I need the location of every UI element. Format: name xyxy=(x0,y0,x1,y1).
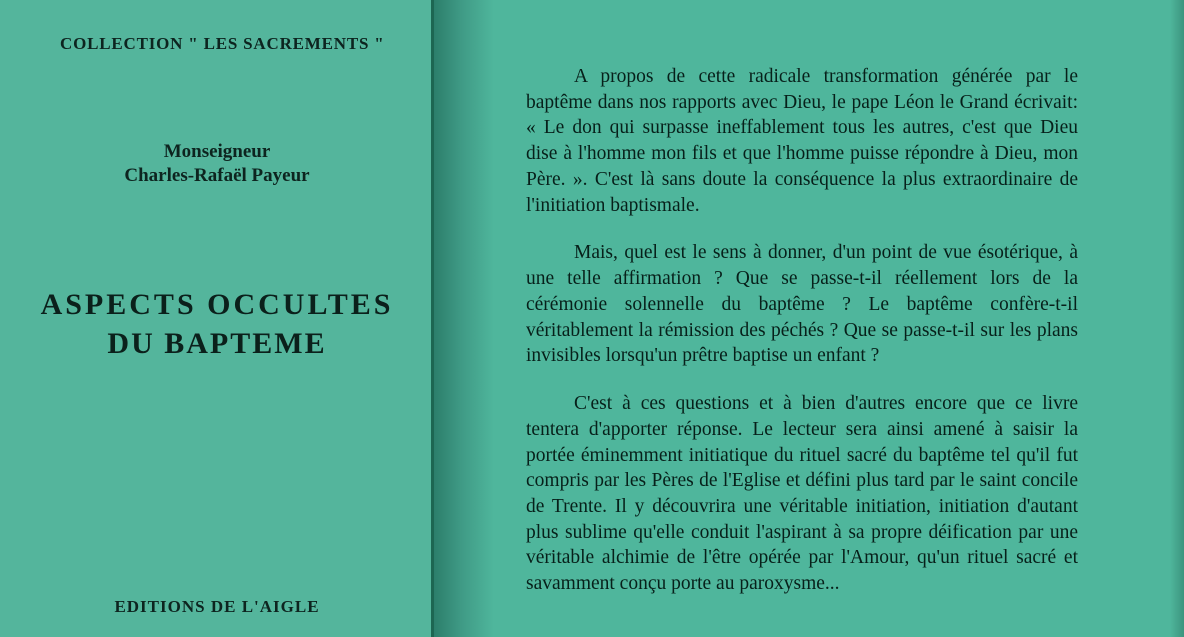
blurb-paragraph: A propos de cette radicale transformation générée par le baptême dans nos rapports avec Dieu, le pape Léon le Grand écrivait: « Le don qui surpasse ineffablement tous les autres, c'est que Dieu dise à l'homme mon fils et que l'homme puisse répondre à Dieu, mon Père. ». C'est là sans doute la conséquence la plus extraordinaire de l'initiation baptismale. xyxy=(526,66,1078,216)
author-honorific: Monseigneur xyxy=(163,141,271,162)
author-name: Charles-Rafaël Payeur xyxy=(124,165,310,187)
back-cover-blurb xyxy=(526,64,1078,597)
book-title xyxy=(30,285,404,363)
book-title-line-1: ASPECTS OCCULTES xyxy=(40,287,394,321)
publisher-label: EDITIONS DE L'AIGLE xyxy=(114,597,320,616)
front-cover-content xyxy=(0,0,434,637)
front-cover xyxy=(0,0,434,637)
author-block xyxy=(30,140,404,189)
collection-label: COLLECTION " LES SACREMENTS " xyxy=(60,34,385,53)
blurb-paragraph: C'est à ces questions et à bien d'autres encore que ce livre tentera d'apporter réponse. Le lecteur sera ainsi amené à saisir la portée éminemment initiatique du rituel sacré du baptême tel qu'il fut compris par les Pères de l'Eglise et défini plus tard par le saint concile de Trente. Il y découvrira une véritable initiation, initiation d'autant plus sublime qu'elle conduit l'aspirant à sa propre déification par une véritable alchimie de l'être opérée par l'Amour, qu'un rituel sacré et savamment conçu porte au paroxysme... xyxy=(526,393,1078,595)
book-title-line-2: DU BAPTEME xyxy=(107,326,327,360)
blurb-paragraph: Mais, quel est le sens à donner, d'un point de vue ésotérique, à une telle affirmation ? Que se passe-t-il réellement lors de la cérémonie solennelle du baptême ? Le baptême confère-t-il véritablement la rémission des péchés ? Que se passe-t-il sur les plans invisibles lorsqu'un prêtre baptise un enfant ? xyxy=(526,242,1078,367)
back-cover xyxy=(434,0,1184,637)
